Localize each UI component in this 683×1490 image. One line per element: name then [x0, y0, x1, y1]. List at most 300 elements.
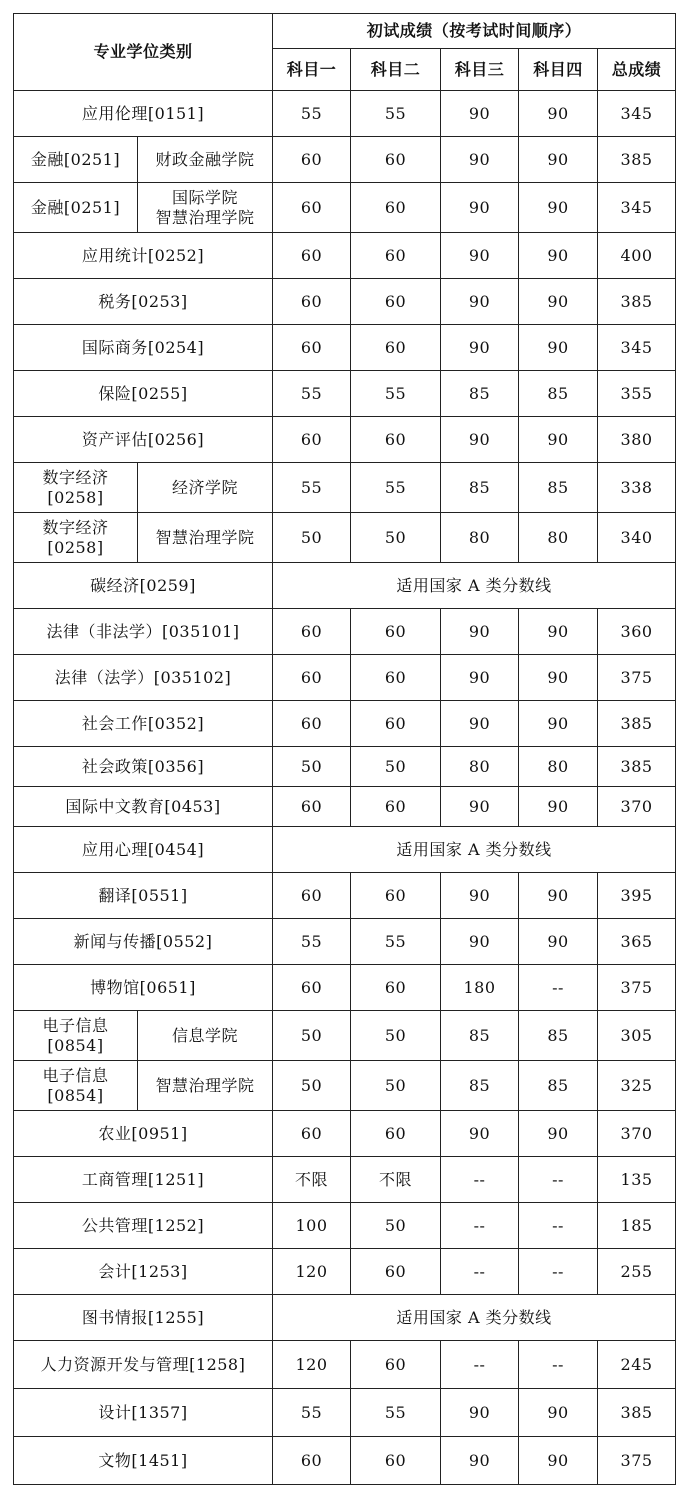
total-score-cell	[598, 1249, 676, 1295]
subject-4-score-cell-text: --	[552, 977, 564, 997]
category-name-cell	[14, 873, 273, 919]
subject-4-score-cell	[519, 701, 598, 747]
subject-2-score-cell	[351, 919, 441, 965]
subject-4-score-cell	[519, 1437, 598, 1485]
subject-4-score-cell	[519, 747, 598, 787]
total-score-cell	[598, 513, 676, 563]
subject-1-score-cell	[273, 609, 351, 655]
total-score-cell-text: 370	[620, 796, 653, 816]
table-row	[14, 1011, 676, 1061]
total-score-cell-text: 305	[620, 1025, 653, 1045]
subject-4-score-cell-text: --	[552, 1169, 564, 1189]
total-score-cell	[598, 787, 676, 827]
subject-4-score-cell	[519, 1389, 598, 1437]
subject-4-score-cell	[519, 513, 598, 563]
category-name-cell	[14, 1341, 273, 1389]
table-row	[14, 513, 676, 563]
total-score-cell	[598, 463, 676, 513]
table-row	[14, 787, 676, 827]
table-row	[14, 1203, 676, 1249]
school-cell-text: 国际学院 智慧治理学院	[155, 187, 255, 227]
subject-1-score-cell-text: 100	[295, 1215, 328, 1235]
category-name-cell-text: 工商管理[1251]	[81, 1169, 205, 1189]
total-score-cell	[598, 965, 676, 1011]
category-name-cell-text: 资产评估[0256]	[81, 429, 205, 449]
subject-2-score-cell	[351, 1341, 441, 1389]
subject-4-score-cell-text: 90	[547, 621, 569, 641]
subject-2-score-cell	[351, 1249, 441, 1295]
subject-1-score-cell	[273, 463, 351, 513]
subject-2-score-cell-text: 55	[384, 477, 407, 497]
total-score-header: 总成绩	[598, 49, 676, 91]
subject-4-score-cell	[519, 417, 598, 463]
subject-2-score-cell-text: 60	[384, 1354, 407, 1374]
category-name-cell	[14, 1389, 273, 1437]
subject-2-score-cell-text: 60	[384, 621, 407, 641]
subject-2-score-cell-text: 60	[384, 291, 407, 311]
table-row	[14, 873, 676, 919]
category-name-cell	[14, 701, 273, 747]
subject-3-score-cell-text: --	[473, 1169, 486, 1189]
subject-1-score-cell-text: 60	[300, 667, 323, 687]
subject-4-score-cell-text: 90	[547, 149, 569, 169]
subject-4-score-cell	[519, 1111, 598, 1157]
subject-2-score-cell	[351, 873, 441, 919]
score-table	[13, 13, 676, 1485]
subject-1-score-cell	[273, 965, 351, 1011]
subject-1-score-cell-text: 60	[300, 977, 323, 997]
subject-1-score-cell-text: 120	[295, 1261, 328, 1281]
subject-3-score-cell-text: 85	[468, 383, 491, 403]
subject-1-score-cell-text: 50	[300, 756, 323, 776]
total-score-cell	[598, 279, 676, 325]
subject-4-score-cell	[519, 1011, 598, 1061]
score-note-cell-text: 适用国家 A 类分数线	[396, 575, 552, 595]
table-row	[14, 279, 676, 325]
subject-2-score-cell-text: 60	[384, 149, 407, 169]
category-name-cell	[14, 1295, 273, 1341]
subject-4-score-cell	[519, 787, 598, 827]
subject-3-score-cell	[441, 873, 519, 919]
subject-3-score-cell-text: 180	[463, 977, 496, 997]
subject-1-score-cell-text: 55	[300, 1402, 323, 1422]
subject-3-score-cell	[441, 463, 519, 513]
subject-4-score-cell	[519, 1061, 598, 1111]
category-name-cell-text: 社会工作[0352]	[81, 713, 205, 733]
total-score-cell-text: 135	[620, 1169, 653, 1189]
category-name-cell-text: 金融[0251]	[30, 197, 121, 217]
category-name-cell	[14, 1249, 273, 1295]
subject-3-score-cell-text: 85	[468, 1025, 491, 1045]
school-cell-text: 经济学院	[172, 477, 239, 497]
subject-1-score-cell-text: 120	[295, 1354, 328, 1374]
subject-1-score-cell-text: 60	[300, 337, 323, 357]
table-row	[14, 183, 676, 233]
category-name-cell	[14, 371, 273, 417]
subject-2-score-cell	[351, 91, 441, 137]
table-row	[14, 655, 676, 701]
subject-2-score-cell	[351, 787, 441, 827]
category-name-cell	[14, 919, 273, 965]
table-row	[14, 701, 676, 747]
subject-3-score-cell-text: --	[473, 1215, 486, 1235]
subject-2-score-cell-text: 不限	[379, 1169, 413, 1189]
total-score-cell	[598, 1437, 676, 1485]
category-name-cell	[14, 609, 273, 655]
subject-1-score-cell	[273, 1249, 351, 1295]
category-name-cell	[14, 1157, 273, 1203]
subject-1-score-cell	[273, 183, 351, 233]
subject-4-score-cell-text: 85	[547, 477, 569, 497]
subject-1-score-cell-text: 60	[300, 1450, 323, 1470]
subject-4-score-cell-text: 90	[547, 885, 569, 905]
score-note-cell	[273, 827, 676, 873]
subject-3-score-cell-text: 90	[468, 885, 491, 905]
subject-2-score-cell	[351, 1111, 441, 1157]
total-score-cell-text: 395	[620, 885, 653, 905]
subject-2-score-cell-text: 50	[384, 756, 407, 776]
total-score-cell-text: 345	[620, 197, 653, 217]
subject-3-score-cell-text: 85	[468, 477, 491, 497]
category-name-cell-text: 人力资源开发与管理[1258]	[40, 1354, 246, 1374]
subject-2-score-cell	[351, 655, 441, 701]
subject-1-score-cell-text: 60	[300, 149, 323, 169]
subject-2-score-cell	[351, 233, 441, 279]
subject-3-score-cell-text: 90	[468, 621, 491, 641]
subject-3-score-cell	[441, 417, 519, 463]
category-name-cell-text: 会计[1253]	[98, 1261, 188, 1281]
total-score-cell	[598, 371, 676, 417]
subject-3-score-cell-text: 90	[468, 337, 491, 357]
subject-1-score-cell	[273, 233, 351, 279]
table-row	[14, 563, 676, 609]
category-name-cell	[14, 655, 273, 701]
table-row	[14, 1437, 676, 1485]
school-cell	[138, 463, 273, 513]
total-score-cell	[598, 1341, 676, 1389]
category-name-cell-text: 博物馆[0651]	[90, 977, 196, 997]
total-score-cell	[598, 1011, 676, 1061]
subject-2-score-cell	[351, 701, 441, 747]
total-score-cell-text: 375	[620, 1450, 653, 1470]
subject-4-score-cell-text: 90	[547, 667, 569, 687]
total-score-cell	[598, 183, 676, 233]
subject-4-score-cell	[519, 91, 598, 137]
subject-3-score-cell-text: 90	[468, 103, 491, 123]
table-row	[14, 1295, 676, 1341]
category-header: 专业学位类别	[14, 14, 273, 91]
subject-1-score-cell-text: 55	[300, 383, 323, 403]
category-name-cell	[14, 1111, 273, 1157]
category-name-cell-text: 社会政策[0356]	[81, 756, 205, 776]
subject-4-score-cell-text: --	[552, 1215, 564, 1235]
total-score-cell	[598, 1389, 676, 1437]
subject-2-score-cell-text: 60	[384, 1261, 407, 1281]
table-row	[14, 1249, 676, 1295]
category-name-cell	[14, 279, 273, 325]
subject-3-score-cell-text: 80	[468, 527, 491, 547]
subject-2-score-cell-text: 60	[384, 197, 407, 217]
subject-1-score-cell	[273, 1341, 351, 1389]
total-score-cell-text: 360	[620, 621, 653, 641]
subject-2-score-cell-text: 60	[384, 1450, 407, 1470]
category-name-cell-text: 国际商务[0254]	[81, 337, 205, 357]
subject-1-score-cell	[273, 655, 351, 701]
subject-4-score-cell	[519, 463, 598, 513]
subject-2-score-cell-text: 60	[384, 429, 407, 449]
category-name-cell	[14, 1203, 273, 1249]
total-score-cell-text: 385	[620, 1402, 653, 1422]
subject-2-score-cell	[351, 137, 441, 183]
subject-2-score-cell-text: 50	[384, 1215, 407, 1235]
subject-3-score-cell-text: 90	[468, 197, 491, 217]
school-cell-text: 财政金融学院	[155, 149, 255, 169]
subject-1-score-cell-text: 50	[300, 527, 323, 547]
subject-1-score-cell	[273, 91, 351, 137]
category-name-cell-text: 国际中文教育[0453]	[65, 796, 221, 816]
category-name-cell-text: 应用伦理[0151]	[81, 103, 205, 123]
category-name-cell	[14, 1437, 273, 1485]
total-score-cell	[598, 1157, 676, 1203]
category-name-cell	[14, 1011, 138, 1061]
subject-4-score-cell-text: 90	[547, 1123, 569, 1143]
subject-1-score-cell-text: 60	[300, 713, 323, 733]
total-score-cell	[598, 609, 676, 655]
score-note-cell	[273, 563, 676, 609]
total-score-cell-text: 400	[620, 245, 653, 265]
category-name-cell-text: 金融[0251]	[30, 149, 121, 169]
subject-4-score-cell	[519, 919, 598, 965]
subject-3-score-cell	[441, 1011, 519, 1061]
table-row	[14, 919, 676, 965]
subject-3-score-cell-text: 80	[468, 756, 491, 776]
school-cell-text: 智慧治理学院	[155, 527, 255, 547]
subject-2-score-cell	[351, 1157, 441, 1203]
table-row	[14, 325, 676, 371]
subject-4-score-cell	[519, 1203, 598, 1249]
subject-1-score-cell	[273, 873, 351, 919]
total-score-cell-text: 255	[620, 1261, 653, 1281]
subject-3-score-cell	[441, 1389, 519, 1437]
subject-3-score-cell	[441, 609, 519, 655]
total-score-cell	[598, 325, 676, 371]
subject-4-score-cell-text: 90	[547, 931, 569, 951]
subject-2-score-cell-text: 50	[384, 527, 407, 547]
total-score-cell	[598, 1061, 676, 1111]
subject-1-score-cell-text: 60	[300, 429, 323, 449]
school-cell	[138, 137, 273, 183]
total-score-cell-text: 375	[620, 977, 653, 997]
total-score-cell-text: 370	[620, 1123, 653, 1143]
total-score-cell	[598, 233, 676, 279]
subject-1-score-cell-text: 60	[300, 291, 323, 311]
subject-2-score-cell-text: 60	[384, 337, 407, 357]
subject-1-score-cell	[273, 701, 351, 747]
total-score-cell	[598, 91, 676, 137]
subject-1-score-cell-text: 60	[300, 197, 323, 217]
subject-1-score-cell	[273, 325, 351, 371]
subject-3-score-cell	[441, 513, 519, 563]
subject-4-score-cell-text: --	[552, 1354, 564, 1374]
total-score-cell-text: 385	[620, 713, 653, 733]
subject-1-score-cell	[273, 1203, 351, 1249]
subject-1-score-cell-text: 不限	[295, 1169, 329, 1189]
table-row	[14, 965, 676, 1011]
subject-4-score-cell-text: 90	[547, 1402, 569, 1422]
subject-1-score-cell-text: 50	[300, 1025, 323, 1045]
category-name-cell	[14, 183, 138, 233]
table-row	[14, 747, 676, 787]
score-note-cell-text: 适用国家 A 类分数线	[396, 1307, 552, 1327]
subject-1-score-cell-text: 60	[300, 621, 323, 641]
subject-3-score-cell-text: 85	[468, 1075, 491, 1095]
category-name-cell	[14, 787, 273, 827]
subject-1-score-cell	[273, 1111, 351, 1157]
total-score-cell-text: 245	[620, 1354, 653, 1374]
category-name-cell-text: 文物[1451]	[98, 1450, 188, 1470]
subject-4-score-cell-text: 90	[547, 245, 569, 265]
subject-3-score-cell-text: 90	[468, 1402, 491, 1422]
subject-1-score-cell	[273, 787, 351, 827]
total-score-cell-text: 385	[620, 756, 653, 776]
subject-2-score-cell	[351, 463, 441, 513]
subject-3-score-cell	[441, 965, 519, 1011]
total-score-cell-text: 325	[620, 1075, 653, 1095]
category-name-cell-text: 应用统计[0252]	[81, 245, 205, 265]
subject-4-score-cell	[519, 137, 598, 183]
table-row	[14, 91, 676, 137]
subject-3-score-cell	[441, 787, 519, 827]
subject-4-score-cell-text: 85	[547, 383, 569, 403]
category-name-cell-text: 翻译[0551]	[98, 885, 188, 905]
table-row	[14, 609, 676, 655]
subject-3-score-cell-text: 90	[468, 713, 491, 733]
subject-2-score-cell	[351, 513, 441, 563]
subject-3-header: 科目三	[441, 49, 519, 91]
subject-4-score-cell-text: 90	[547, 1450, 569, 1470]
subject-1-score-cell-text: 60	[300, 885, 323, 905]
score-group-header: 初试成绩（按考试时间顺序）	[273, 14, 676, 49]
subject-1-score-cell	[273, 1061, 351, 1111]
subject-4-score-cell	[519, 371, 598, 417]
subject-2-score-cell-text: 60	[384, 1123, 407, 1143]
subject-4-score-cell	[519, 183, 598, 233]
category-name-cell	[14, 827, 273, 873]
category-name-cell-text: 农业[0951]	[98, 1123, 188, 1143]
subject-4-score-cell-text: 80	[547, 756, 569, 776]
subject-2-score-cell	[351, 371, 441, 417]
total-score-cell-text: 345	[620, 103, 653, 123]
subject-1-score-cell	[273, 279, 351, 325]
subject-2-score-cell	[351, 417, 441, 463]
total-score-cell	[598, 1203, 676, 1249]
subject-3-score-cell	[441, 1061, 519, 1111]
category-name-cell-text: 数字经济 [0258]	[42, 517, 109, 557]
subject-3-score-cell-text: 90	[468, 1123, 491, 1143]
subject-4-score-cell-text: --	[552, 1261, 564, 1281]
subject-1-score-cell-text: 55	[300, 103, 323, 123]
subject-1-score-cell	[273, 513, 351, 563]
school-cell	[138, 1061, 273, 1111]
category-name-cell-text: 法律（非法学）[035101]	[46, 621, 240, 641]
category-name-cell	[14, 563, 273, 609]
subject-4-score-cell-text: 90	[547, 103, 569, 123]
school-cell-text: 智慧治理学院	[155, 1075, 255, 1095]
subject-3-score-cell	[441, 233, 519, 279]
table-row	[14, 1157, 676, 1203]
subject-2-score-cell-text: 60	[384, 245, 407, 265]
table-row	[14, 137, 676, 183]
total-score-cell-text: 385	[620, 149, 653, 169]
category-name-cell-text: 应用心理[0454]	[81, 839, 205, 859]
total-score-cell-text: 345	[620, 337, 653, 357]
subject-3-score-cell	[441, 325, 519, 371]
subject-1-score-cell-text: 55	[300, 477, 323, 497]
header-row-1	[14, 14, 676, 49]
subject-2-score-cell-text: 60	[384, 796, 407, 816]
subject-3-score-cell-text: 90	[468, 245, 491, 265]
total-score-cell	[598, 747, 676, 787]
subject-2-score-cell	[351, 747, 441, 787]
total-score-cell-text: 380	[620, 429, 653, 449]
category-name-cell	[14, 233, 273, 279]
category-name-cell	[14, 747, 273, 787]
total-score-cell	[598, 701, 676, 747]
subject-4-score-cell-text: 90	[547, 337, 569, 357]
table-row	[14, 1341, 676, 1389]
subject-2-score-cell	[351, 279, 441, 325]
category-name-cell	[14, 137, 138, 183]
subject-3-score-cell	[441, 1249, 519, 1295]
total-score-cell	[598, 1111, 676, 1157]
subject-2-score-cell	[351, 1437, 441, 1485]
subject-3-score-cell-text: --	[473, 1261, 486, 1281]
subject-3-score-cell	[441, 371, 519, 417]
subject-2-score-cell	[351, 609, 441, 655]
subject-1-header: 科目一	[273, 49, 351, 91]
category-name-cell-text: 保险[0255]	[98, 383, 188, 403]
subject-2-score-cell-text: 60	[384, 977, 407, 997]
table-row	[14, 417, 676, 463]
subject-1-score-cell-text: 55	[300, 931, 323, 951]
subject-3-score-cell-text: 90	[468, 291, 491, 311]
subject-2-score-cell-text: 50	[384, 1025, 407, 1045]
subject-3-score-cell	[441, 183, 519, 233]
subject-1-score-cell	[273, 1389, 351, 1437]
subject-2-score-cell-text: 60	[384, 667, 407, 687]
subject-3-score-cell-text: 90	[468, 429, 491, 449]
subject-2-score-cell	[351, 1389, 441, 1437]
school-cell	[138, 183, 273, 233]
subject-2-score-cell-text: 55	[384, 103, 407, 123]
subject-3-score-cell	[441, 919, 519, 965]
table-row	[14, 463, 676, 513]
category-name-cell	[14, 1061, 138, 1111]
category-name-cell-text: 电子信息 [0854]	[42, 1015, 109, 1055]
score-note-cell	[273, 1295, 676, 1341]
table-row	[14, 371, 676, 417]
category-name-cell-text: 公共管理[1252]	[81, 1215, 205, 1235]
subject-4-score-cell	[519, 873, 598, 919]
table-row	[14, 233, 676, 279]
total-score-cell-text: 355	[620, 383, 653, 403]
subject-1-score-cell-text: 60	[300, 1123, 323, 1143]
subject-3-score-cell	[441, 655, 519, 701]
table-body	[14, 91, 676, 1485]
category-name-cell-text: 税务[0253]	[98, 291, 188, 311]
subject-2-score-cell-text: 60	[384, 713, 407, 733]
subject-4-score-cell	[519, 279, 598, 325]
